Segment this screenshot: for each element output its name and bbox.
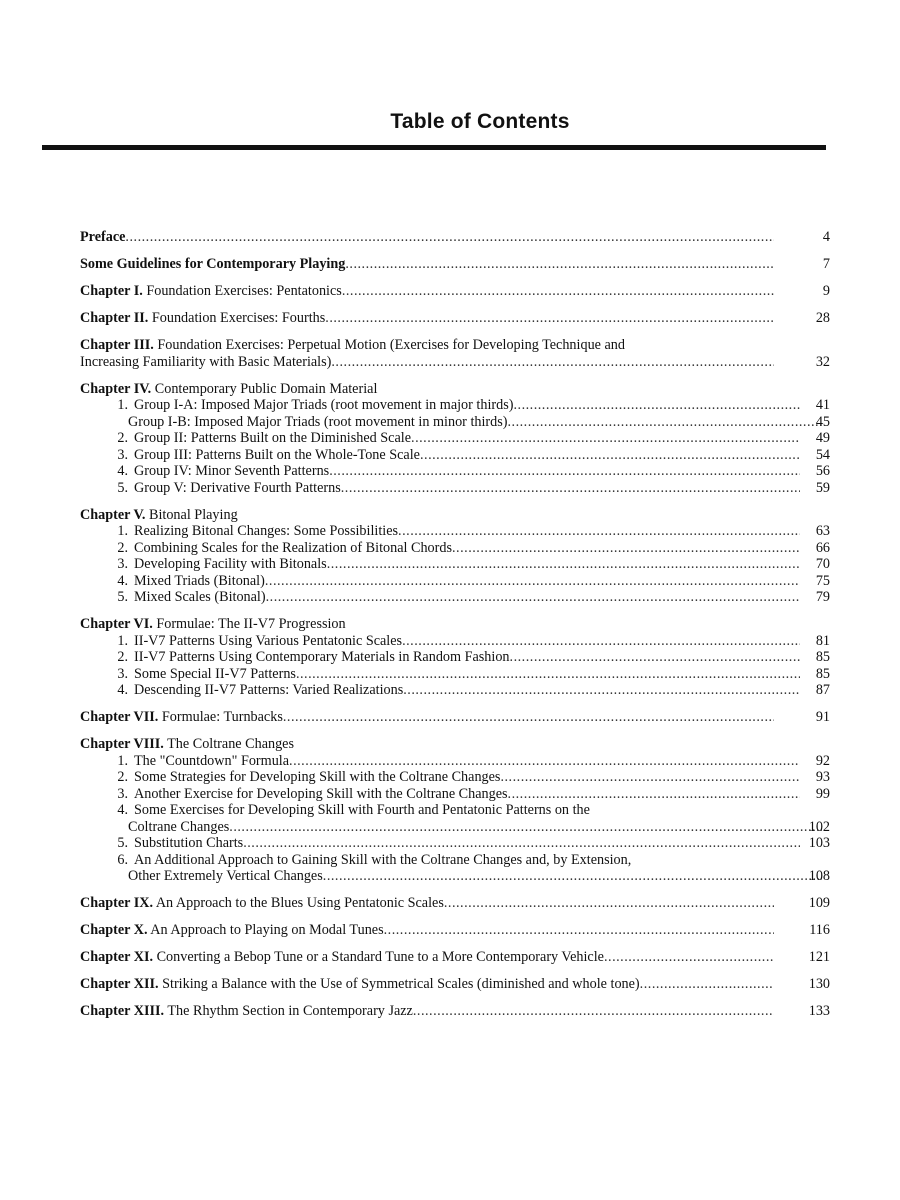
item-page: 54 xyxy=(815,446,830,463)
entry-page: 121 xyxy=(808,949,830,965)
item-page: 63 xyxy=(815,523,830,539)
chapter-label: Chapter XIII. xyxy=(80,1003,165,1019)
entry-title: Some Guidelines for Contemporary Playing xyxy=(80,256,346,272)
toc-entry-chapter-13[interactable] xyxy=(80,1003,830,1020)
item-title-line2: Coltrane Changes xyxy=(128,818,230,835)
item-number: 1. xyxy=(117,632,128,649)
item-number: 5. xyxy=(117,589,128,605)
item-title: Combining Scales for the Realization of Bitonal Chords xyxy=(134,539,452,556)
item-title: Mixed Scales (Bitonal) xyxy=(134,589,266,605)
toc-subitem[interactable] xyxy=(80,589,830,606)
item-number: 3. xyxy=(117,665,128,682)
chapter-title: An Approach to Playing on Modal Tunes xyxy=(150,922,384,938)
chapter-title: An Approach to the Blues Using Pentatonic Scales xyxy=(155,895,444,911)
item-title: Group I-A: Imposed Major Triads (root movement in major thirds) xyxy=(134,397,514,413)
entry-page: 9 xyxy=(822,283,830,299)
item-page: 99 xyxy=(815,785,830,802)
toc-entry-chapter-10[interactable] xyxy=(80,922,830,939)
chapter-label: Chapter X. xyxy=(80,922,148,938)
chapter-label: Chapter VIII. xyxy=(80,736,164,752)
item-page: 70 xyxy=(815,556,830,572)
toc-entry-chapter-12[interactable] xyxy=(80,976,830,993)
toc-entry-chapter-6[interactable] xyxy=(80,616,830,699)
item-page: 85 xyxy=(815,649,830,665)
toc-entry-chapter-2[interactable] xyxy=(80,310,830,327)
chapter-label: Chapter VI. xyxy=(80,616,153,632)
chapter-label: Chapter XI. xyxy=(80,949,154,965)
chapter-title: Foundation Exercises: Fourths xyxy=(151,310,326,326)
toc-entry-chapter-11[interactable] xyxy=(80,949,830,966)
item-title: Realizing Bitonal Changes: Some Possibilities xyxy=(134,523,399,539)
item-number: 5. xyxy=(117,479,128,496)
toc-entry-chapter-5[interactable] xyxy=(80,507,830,606)
entry-page: 116 xyxy=(809,922,830,938)
chapter-title: Formulae: Turnbacks xyxy=(161,709,283,725)
chapter-title: Striking a Balance with the Use of Symmetrical Scales (diminished and whole tone) xyxy=(162,976,640,992)
item-title-line2: Other Extremely Vertical Changes xyxy=(128,868,323,884)
item-page: 102 xyxy=(808,818,830,835)
chapter-title-line1: Foundation Exercises: Perpetual Motion (Exercises for Developing Technique and xyxy=(157,337,625,353)
entry-page: 133 xyxy=(808,1003,830,1019)
toc-subitem-continued[interactable] xyxy=(80,868,830,885)
item-page: 45 xyxy=(815,413,830,430)
item-number: 2. xyxy=(117,539,128,556)
item-page: 49 xyxy=(815,430,830,446)
item-title-line1: Some Exercises for Developing Skill with Fourth and Pentatonic Patterns on the xyxy=(134,802,590,818)
chapter-label: Chapter I. xyxy=(80,283,143,299)
entry-page: 130 xyxy=(808,976,830,992)
toc-subitem[interactable] xyxy=(80,633,830,650)
item-number: 4. xyxy=(117,682,128,698)
chapter-label: Chapter IV. xyxy=(80,380,152,397)
entry-page: 32 xyxy=(815,353,830,370)
item-page: 92 xyxy=(815,752,830,769)
item-number: 3. xyxy=(117,446,128,463)
toc-subitem[interactable] xyxy=(80,556,830,573)
item-number: 1. xyxy=(117,752,128,769)
toc-subitem[interactable] xyxy=(80,666,830,683)
chapter-title: The Rhythm Section in Contemporary Jazz xyxy=(167,1003,413,1019)
item-page: 66 xyxy=(815,539,830,556)
toc-subitem[interactable] xyxy=(80,835,830,852)
item-page: 103 xyxy=(808,835,830,851)
item-title: Some Special II-V7 Patterns xyxy=(134,665,296,682)
page-title: Table of Contents xyxy=(390,110,570,133)
item-title: Group I-B: Imposed Major Triads (root movement in minor thirds) xyxy=(128,413,508,430)
toc-list xyxy=(80,229,830,1020)
toc-subitem[interactable] xyxy=(80,769,830,786)
chapter-label: Chapter III. xyxy=(80,337,154,353)
toc-subitem[interactable] xyxy=(80,852,830,869)
toc-subitem[interactable] xyxy=(80,540,830,557)
item-number: 4. xyxy=(117,572,128,589)
item-page: 79 xyxy=(815,589,830,605)
item-title: Group II: Patterns Built on the Diminished Scale xyxy=(134,430,412,446)
item-title: Another Exercise for Developing Skill with the Coltrane Changes xyxy=(134,785,508,802)
toc-entry-chapter-9[interactable] xyxy=(80,895,830,912)
item-page: 75 xyxy=(815,572,830,589)
toc-subitem[interactable] xyxy=(80,480,830,497)
item-number: 4. xyxy=(117,463,128,479)
entry-title: Preface xyxy=(80,229,126,245)
item-page: 93 xyxy=(815,769,830,785)
toc-subitem[interactable] xyxy=(80,682,830,699)
chapter-title: Contemporary Public Domain Material xyxy=(154,380,378,397)
toc-subitem[interactable] xyxy=(80,649,830,666)
toc-entry-guidelines[interactable] xyxy=(80,256,830,273)
item-page: 56 xyxy=(815,463,830,479)
toc-entry-chapter-7[interactable] xyxy=(80,709,830,726)
item-page: 85 xyxy=(815,665,830,682)
entry-page: 28 xyxy=(815,310,830,326)
chapter-label: Chapter V. xyxy=(80,506,146,523)
item-number: 2. xyxy=(117,649,128,665)
toc-subitem[interactable] xyxy=(80,573,830,590)
chapter-title: Converting a Bebop Tune or a Standard Tune to a More Contemporary Vehicle xyxy=(156,949,604,965)
item-title: The "Countdown" Formula xyxy=(134,752,290,769)
entry-page: 91 xyxy=(815,709,830,725)
item-title: Group III: Patterns Built on the Whole-Tone Scale xyxy=(134,446,420,463)
item-title: Group IV: Minor Seventh Patterns xyxy=(134,463,330,479)
item-number: 3. xyxy=(117,556,128,572)
toc-subitem[interactable] xyxy=(80,753,830,770)
item-number: 5. xyxy=(117,835,128,851)
item-page: 81 xyxy=(815,632,830,649)
title-rule xyxy=(42,145,826,150)
item-number: 1. xyxy=(117,523,128,539)
item-number: 2. xyxy=(117,769,128,785)
toc-subitem[interactable] xyxy=(80,447,830,464)
entry-page: 4 xyxy=(822,229,830,245)
item-title: Substitution Charts xyxy=(134,835,244,851)
chapter-title: Bitonal Playing xyxy=(148,506,238,523)
toc-entry-chapter-4[interactable] xyxy=(80,381,830,497)
chapter-title: Formulae: The II-V7 Progression xyxy=(156,616,346,632)
item-title: II-V7 Patterns Using Various Pentatonic Scales xyxy=(134,632,403,649)
toc-subitem[interactable] xyxy=(80,523,830,540)
toc-subitem[interactable] xyxy=(80,802,830,819)
entry-page: 7 xyxy=(822,256,830,272)
item-title-line1: An Additional Approach to Gaining Skill with the Coltrane Changes and, by Extension, xyxy=(134,851,632,868)
toc-subitem[interactable] xyxy=(80,786,830,803)
chapter-label: Chapter VII. xyxy=(80,709,159,725)
toc-entry-chapter-8[interactable] xyxy=(80,736,830,885)
item-number: 4. xyxy=(117,802,128,818)
item-page: 59 xyxy=(815,479,830,496)
item-title: Mixed Triads (Bitonal) xyxy=(134,572,265,589)
item-page: 108 xyxy=(808,868,830,884)
item-number: 6. xyxy=(117,851,128,868)
item-number: 2. xyxy=(117,430,128,446)
item-number: 1. xyxy=(117,397,128,413)
item-page: 41 xyxy=(815,397,830,413)
entry-page: 109 xyxy=(808,895,830,911)
chapter-label: Chapter II. xyxy=(80,310,149,326)
toc-subitem[interactable] xyxy=(80,430,830,447)
chapter-title-line2: Increasing Familiarity with Basic Materials) xyxy=(80,353,332,370)
item-title: Descending II-V7 Patterns: Varied Realizations xyxy=(134,682,404,698)
toc-entry-chapter-1[interactable] xyxy=(80,283,830,300)
chapter-label: Chapter XII. xyxy=(80,976,159,992)
item-title: Developing Facility with Bitonals xyxy=(134,556,327,572)
toc-subitem[interactable] xyxy=(80,414,830,431)
item-number: 3. xyxy=(117,785,128,802)
item-title: Some Strategies for Developing Skill with the Coltrane Changes xyxy=(134,769,501,785)
item-page: 87 xyxy=(815,682,830,698)
toc-entry-chapter-3[interactable] xyxy=(80,337,830,370)
item-title: II-V7 Patterns Using Contemporary Materials in Random Fashion xyxy=(134,649,510,665)
chapter-label: Chapter IX. xyxy=(80,895,154,911)
toc-entry-preface[interactable] xyxy=(80,229,830,246)
chapter-title: The Coltrane Changes xyxy=(167,736,295,752)
toc-subitem-continued[interactable] xyxy=(80,819,830,836)
toc-subitem[interactable] xyxy=(80,397,830,414)
item-title: Group V: Derivative Fourth Patterns xyxy=(134,479,341,496)
toc-subitem[interactable] xyxy=(80,463,830,480)
chapter-title: Foundation Exercises: Pentatonics xyxy=(146,283,342,299)
